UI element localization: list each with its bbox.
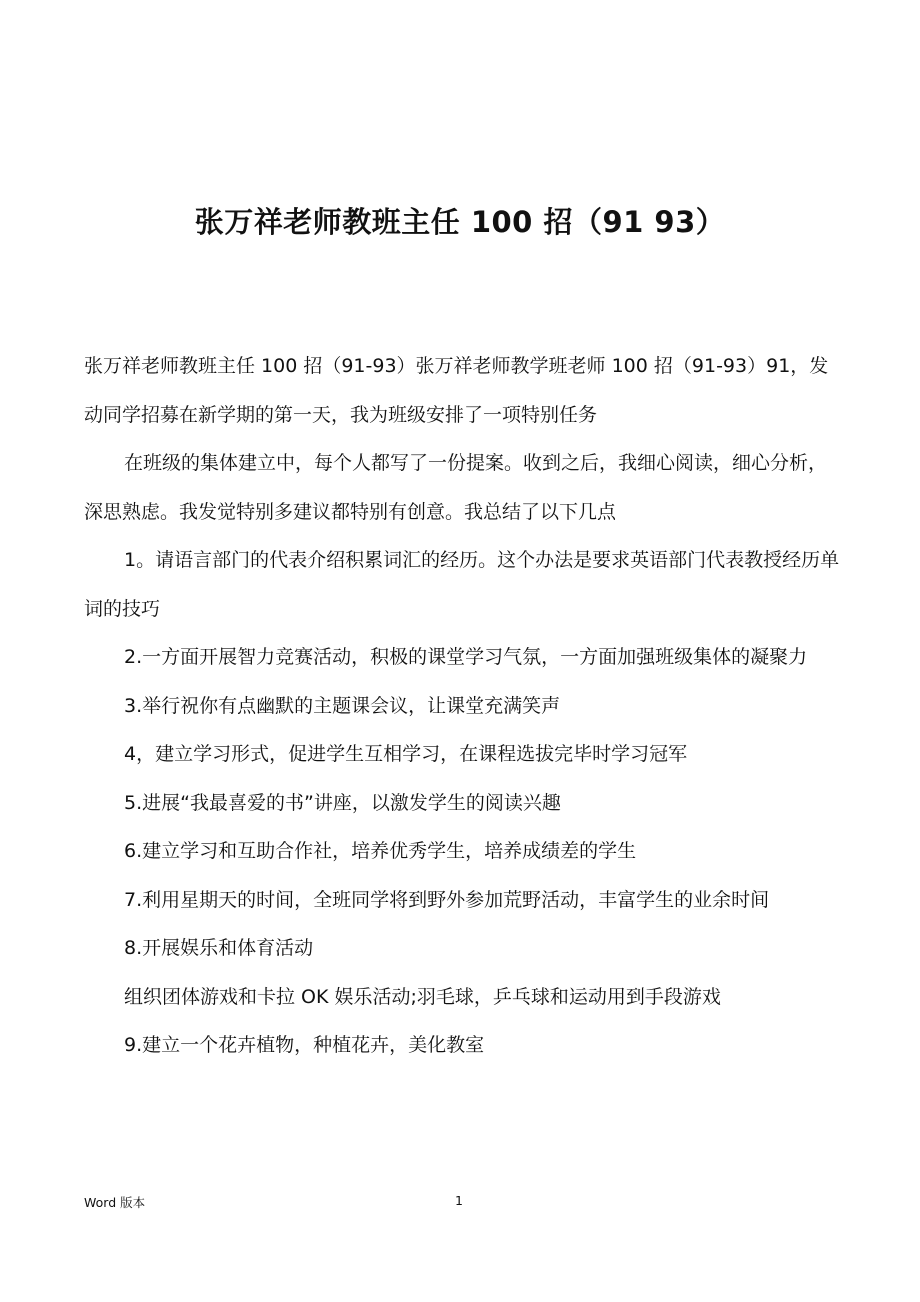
list-item-5: 5.进展“我最喜爱的书”讲座，以激发学生的阅读兴趣: [124, 791, 561, 814]
paragraph-summary: 在班级的集体建立中，每个人都写了一份提案。收到之后，我细心阅读，细心分析，深思熟虑。我发觉特别多建议都特别有创意。我总结了以下几点: [84, 452, 828, 523]
list-item-3: 3.举行祝你有点幽默的主题课会议，让课堂充满笑声: [124, 694, 561, 717]
list-item-8-detail: 组织团体游戏和卡拉 OK 娱乐活动;羽毛球，乒乓球和运动用到手段游戏: [124, 985, 721, 1008]
list-item-9: 9.建立一个花卉植物，种植花卉，美化教室: [124, 1034, 485, 1056]
paragraph-intro: 张万祥老师教班主任 100 招（91-93）张万祥老师教学班老师 100 招（91-93）91，发动同学招募在新学期的第一天，我为班级安排了一项特别任务: [84, 355, 829, 426]
document-body: [84, 342, 844, 1070]
page-number: 1: [455, 1193, 463, 1208]
document-title: 张万祥老师教班主任 100 招（91 93）: [194, 205, 726, 239]
list-item-4: 4，建立学习形式，促进学生互相学习，在课程选拔完毕时学习冠军: [124, 743, 688, 765]
list-item-6: 6.建立学习和互助合作社，培养优秀学生，培养成绩差的学生: [124, 840, 637, 862]
footer-label: Word 版本: [84, 1195, 146, 1210]
list-item-7: 7.利用星期天的时间，全班同学将到野外参加荒野活动，丰富学生的业余时间: [124, 888, 770, 911]
list-item-2: 2.一方面开展智力竞赛活动，积极的课堂学习气氛，一方面加强班级集体的凝聚力: [124, 646, 808, 668]
list-item-8: 8.开展娱乐和体育活动: [124, 937, 314, 959]
list-item-1: 1。请语言部门的代表介绍积累词汇的经历。这个办法是要求英语部门代表教授经历单词的技巧: [84, 549, 840, 620]
